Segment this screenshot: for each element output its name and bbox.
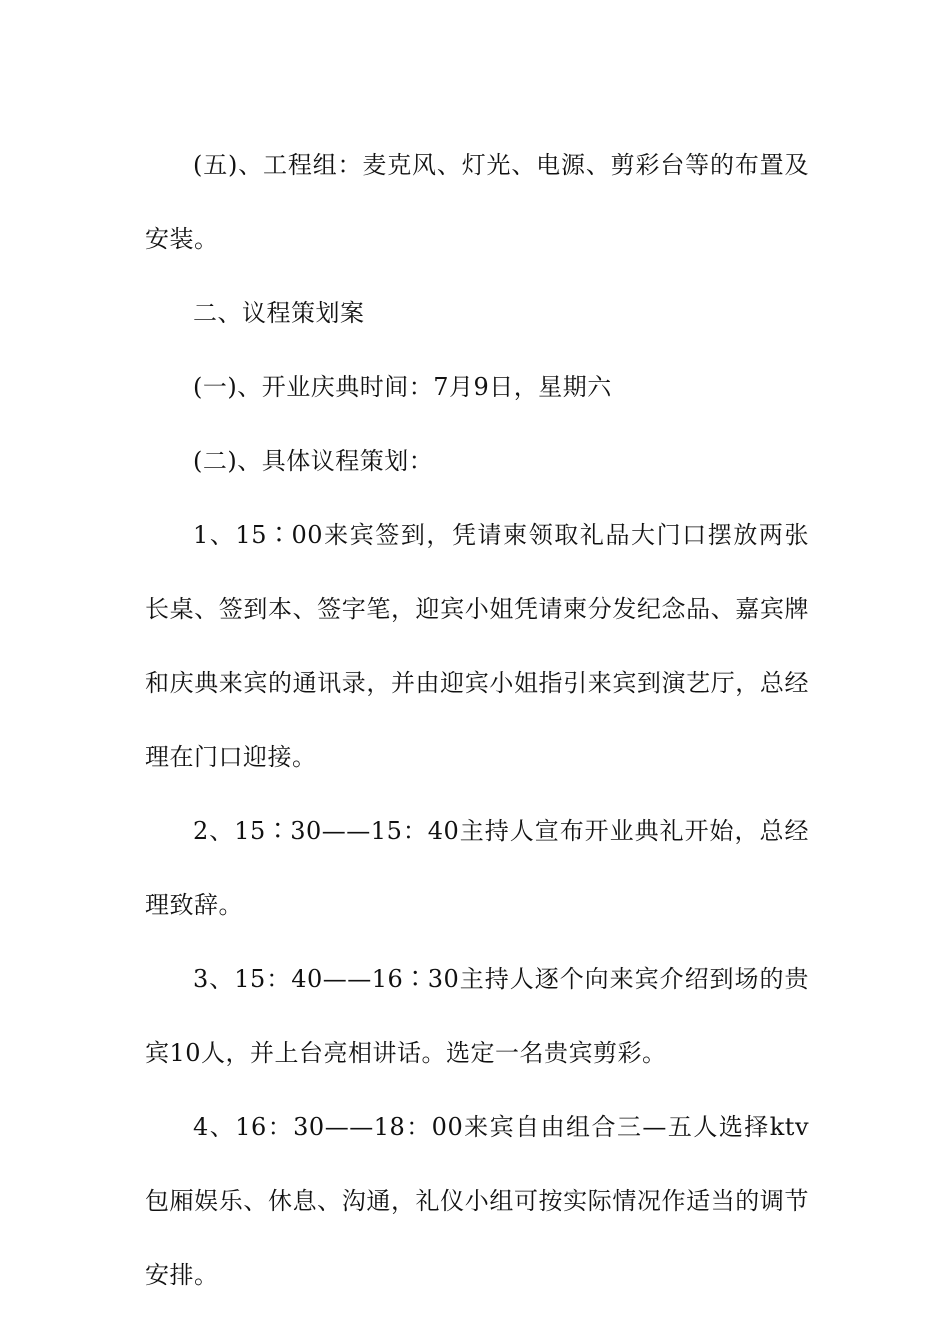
agenda-item-4: 4、16：30——18：00来宾自由组合三—五人选择ktv包厢娱乐、休息、沟通，礼仪小组可按实际情况作适当的调节安排。 bbox=[145, 1113, 809, 1289]
agenda-item-2: 2、15∶30——15：40主持人宣布开业典礼开始，总经理致辞。 bbox=[145, 817, 809, 919]
agenda-item-1: 1、15∶00来宾签到，凭请柬领取礼品大门口摆放两张长桌、签到本、签字笔，迎宾小姐凭请柬分发纪念品、嘉宾牌和庆典来宾的通讯录，并由迎宾小姐指引来宾到演艺厅，总经理在门口迎接。 bbox=[145, 521, 809, 771]
agenda-item-3: 3、15：40——16∶30主持人逐个向来宾介绍到场的贵宾10人，并上台亮相讲话。选定一名贵宾剪彩。 bbox=[145, 965, 809, 1067]
paragraph-ceremony-time: (一)、开业庆典时间：7月9日，星期六 bbox=[193, 373, 612, 401]
paragraph-engineering-group: (五)、工程组：麦克风、灯光、电源、剪彩台等的布置及安装。 bbox=[145, 151, 809, 253]
document-body bbox=[145, 128, 809, 1312]
paragraph-agenda-heading: (二)、具体议程策划： bbox=[193, 447, 434, 475]
section-heading-agenda: 二、议程策划案 bbox=[193, 299, 365, 327]
